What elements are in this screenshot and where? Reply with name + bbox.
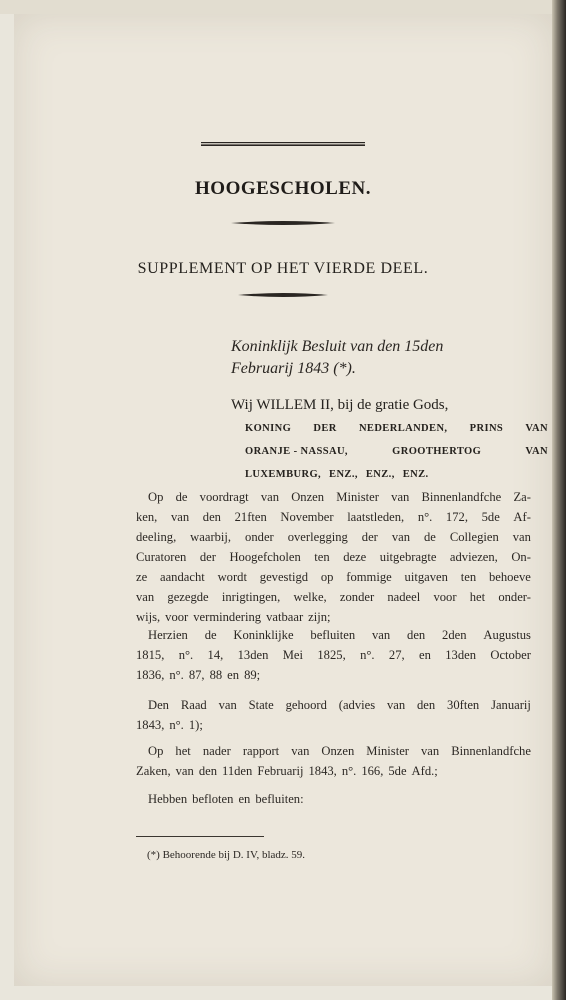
king-title-line-2: KONING DER NEDERLANDEN, PRINS VAN — [245, 423, 548, 434]
ornament-divider-1 — [14, 220, 552, 226]
ornament-divider-2 — [14, 292, 552, 298]
decree-title-line-1: Koninklijk Besluit van den 15den — [231, 338, 444, 355]
supplement-heading: SUPPLEMENT OP HET VIERDE DEEL. — [137, 260, 429, 277]
text-line: Zaken, van den 11den Februarij 1843, n°. 166, 5de Afd.; — [136, 764, 438, 778]
decree-title — [231, 336, 551, 377]
king-title-line-4: LUXEMBURG, ENZ., ENZ., ENZ. — [245, 469, 429, 480]
swell-rule-icon — [231, 220, 335, 226]
top-double-rule — [14, 141, 552, 147]
book-spine-edge — [552, 0, 566, 1000]
text-line: deeling, waarbij, onder overlegging der van de Collegien van — [136, 530, 531, 544]
king-name-line: Wij WILLEM II, bij de gratie Gods, — [231, 397, 449, 413]
text-line: Den Raad van State gehoord (advies van den 30ften Januarij — [148, 698, 531, 712]
text-line: Op de voordragt van Onzen Minister van Binnenlandfche Za- — [148, 490, 531, 504]
page-top-edge — [0, 0, 566, 14]
text-line: 1836, n°. 87, 88 en 89; — [136, 668, 261, 682]
text-line: Op het nader rapport van Onzen Minister van Binnenlandfche — [148, 744, 531, 758]
text-line: Herzien de Koninklijke befluiten van den 2den Augustus — [148, 628, 531, 642]
swell-rule-icon — [238, 292, 328, 298]
text-line: van gezegde inrigtingen, welke, zonder nadeel voor het onder- — [136, 590, 531, 604]
text-line: 1815, n°. 14, 13den Mei 1825, n°. 27, en 13den October — [136, 648, 531, 662]
text-line: Hebben befloten en befluiten: — [148, 792, 304, 806]
text-line: wijs, voor vermindering vatbaar zijn; — [136, 610, 331, 624]
text-line: 1843, n°. 1); — [136, 718, 203, 732]
footnote: (*) Behoorende bij D. IV, bladz. 59. — [147, 849, 306, 861]
decree-title-line-2: Februarij 1843 (*). — [231, 360, 356, 377]
text-line: Curatoren der Hoogefcholen ten deze uitgebragte adviezen, On- — [136, 550, 531, 564]
text-line: ze aandacht wordt gevestigd op fommige uitgaven ten behoeve — [136, 570, 531, 584]
rule-ornament-icon — [201, 141, 365, 147]
king-title-line-3: ORANJE - NASSAU, GROOTHERTOG VAN — [245, 446, 548, 457]
text-line: ken, van den 21ften November laatstleden, n°. 172, 5de Af- — [136, 510, 531, 524]
document-page — [14, 14, 552, 986]
footnote-rule — [136, 836, 264, 837]
section-heading: HOOGESCHOLEN. — [195, 178, 371, 199]
